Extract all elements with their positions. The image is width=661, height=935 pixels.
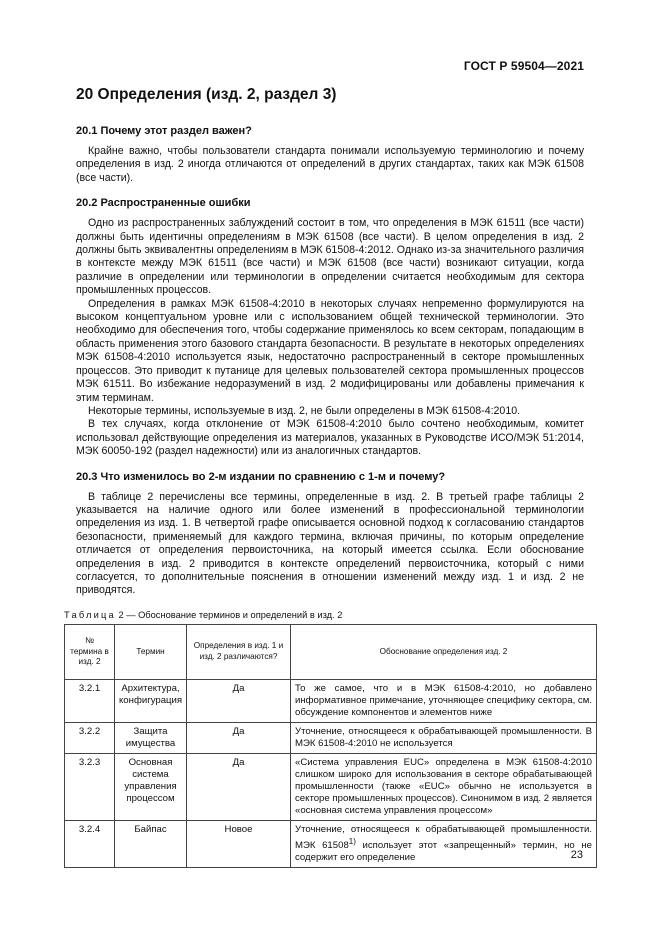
section-title: 20 Определения (изд. 2, раздел 3) [76,86,337,103]
term-justification [291,820,597,867]
table-row [65,679,597,722]
paragraph: Некоторые термины, используемые в изд. 2, не были определены в МЭК 61508-4:2010. [88,404,521,417]
subsection-heading: 20.1 Почему этот раздел важен? [76,125,252,137]
column-header: Определения в изд. 1 и изд. 2 различаются? [187,624,291,679]
paragraph: Определения в рамках МЭК 61508-4:2010 в некоторых случаях непременно формулируются на высоком концептуальном уровне или с использованием общей технической терминологии. Это необходимо для обеспечения того, чтобы содержание применялось ко всем секторам, попадающим в область применения этого базового стандарта безопасности. В результате в некоторых определениях МЭК 61508-4:2010 используется язык, недостаточно распространенный в секторе промышленных процессов. Это приводит к путанице для целевых пользователей сектора промышленных процессов МЭК 61511. Во избежание недоразумений в изд. 2 модифицированы или добавлены примечания к этим терминам. [76,297,584,404]
term-justification: Уточнение, относящееся к обрабатывающей промышленности. В МЭК 61508-4:2010 не используется [291,722,597,753]
term-number: 3.2.3 [65,753,115,820]
term-differs: Да [187,753,291,820]
column-header: № термина в изд. 2 [65,624,115,679]
term-justification: То же самое, что и в МЭК 61508-4:2010, но добавлено информативное примечание, уточняющее специфику сектора, см. обсуждение компонентов и элементов ниже [291,679,597,722]
term-justification: «Система управления EUC» определена в МЭК 61508-4:2010 слишком широко для использования в секторе обрабатывающей промышленности (также «EUC» обычно не используется в секторе промышленных процессов). Синонимом в изд. 2 является «основная система управления процессом» [291,753,597,820]
table-row [65,722,597,753]
term-differs: Да [187,722,291,753]
subsection-20-1 [76,124,584,185]
paragraph: В тех случаях, когда отклонение от МЭК 61508-4:2010 было сочтено необходимым, комитет использовал действующие определения из материалов, указанных в Руководстве ИСО/МЭК 51:2014, МЭК 60050-192 (раздел надежности) или из аналогичных стандартов. [76,418,584,458]
table-row [65,820,597,867]
paragraph: Крайне важно, чтобы пользователи стандарта понимали используемую терминологию и почему определения в изд. 2 иногда отличаются от определений в других стандартах, таких как МЭК 61508 (все части). [76,145,584,184]
term-differs: Да [187,679,291,722]
column-header: Обоснование определения изд. 2 [291,624,597,679]
term-number: 3.2.4 [65,820,115,867]
paragraph: В таблице 2 перечислены все термины, определенные в изд. 2. В третьей графе таблицы 2 указывается на наличие одного или более изменений в профессиональной терминологии определения из изд. 1. В четвертой графе описывается основной подход к согласованию стандартов безопасности, применяемый для каждого термина, включая причины, по которым определение отличается от определения первоисточника, на который имеется ссылка. Если обоснование определения в изд. 2 приводится в контексте определений первоисточника, который с ними согласуется, то дополнительные пояснения в отношении изменений между изд. 1 и изд. 2 не приводятся. [76,490,584,597]
subsection-heading: 20.3 Что изменилось во 2-м издании по сравнению с 1-м и почему? [76,470,446,483]
table-header-row [65,624,597,679]
paragraph: Одно из распространенных заблуждений состоит в том, что определения в МЭК 61511 (все части) должны быть идентичны определениям в МЭК 61508 (все части). В целом определения в изд. 2 должны быть эквивалентны определениям в МЭК 61508-4:2012. Однако из-за значительного различия в контексте между МЭК 61511 (все части) и МЭК 61508 (все части) возникают ситуации, когда различие в определении или терминологии в определении считается необходимым для сектора промышленных процессов. [76,217,584,297]
term-number: 3.2.1 [65,679,115,722]
term-name: Защита имущества [115,722,187,753]
column-header: Термин [115,624,187,679]
table-row [65,753,597,820]
table-caption-text: 2 — Обоснование терминов и определений в изд. 2 [115,609,343,620]
table-caption [64,609,584,622]
table-caption-label: Таблица [64,609,116,620]
term-name: Байпас [115,820,187,867]
footnote-marker: 1) [348,836,356,846]
justification-text: Уточнение, относящееся к обрабатывающей промышленности. МЭК 61508 [295,823,592,851]
term-name: Архитектура, конфигурация [115,679,187,722]
subsection-20-3 [76,470,584,598]
page-content [64,86,592,868]
term-differs: Новое [187,820,291,867]
subsection-heading: 20.2 Распространенные ошибки [76,197,251,210]
justification-text: использует этот «запрещенный» термин, но не содержит его определение [295,839,592,863]
terms-table [64,624,597,868]
page-number: 23 [570,849,583,861]
term-name: Основная система управления процессом [115,753,187,820]
subsection-20-2 [76,196,584,458]
document-id: ГОСТ Р 59504—2021 [463,59,584,73]
term-number: 3.2.2 [65,722,115,753]
